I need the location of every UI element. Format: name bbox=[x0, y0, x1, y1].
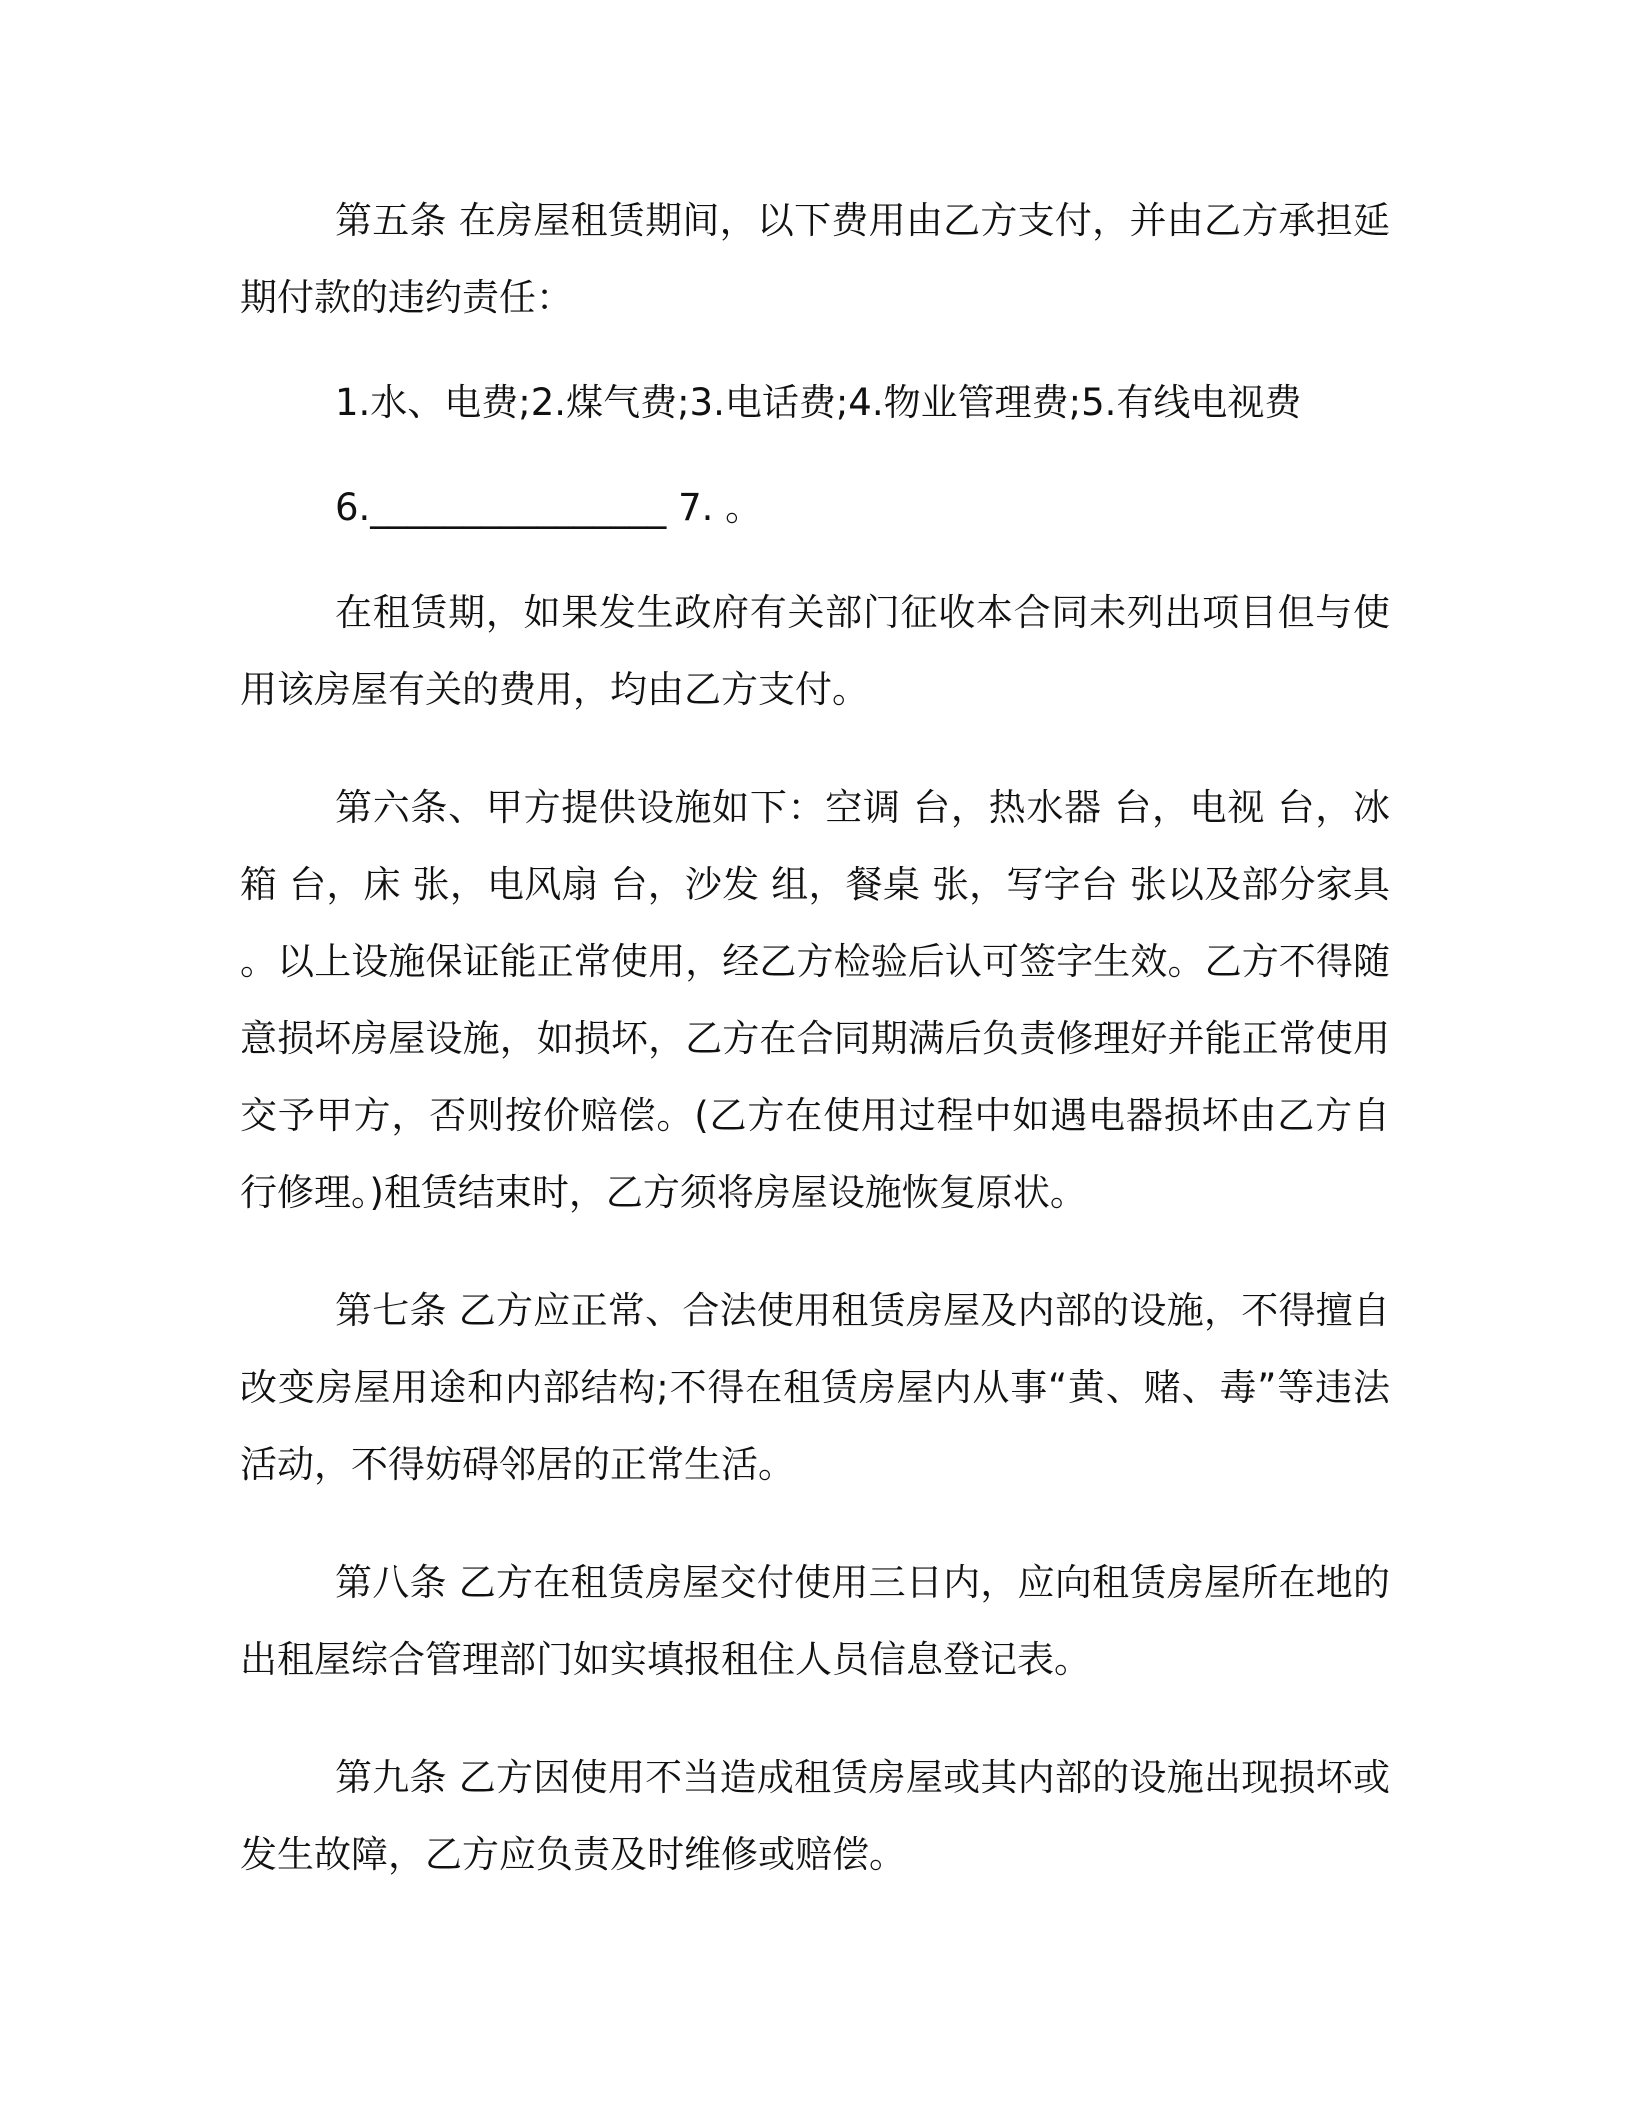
article-7-text: 第七条 乙方应正常、合法使用租赁房屋及内部的设施，不得擅自改变房屋用途和内部结构;不得在租赁房屋内从事“黄、赌、毒”等违法活动，不得妨碍邻居的正常生活。 bbox=[240, 1289, 1390, 1486]
fee-list-line-2: 6.________________ 7. 。 bbox=[335, 486, 763, 529]
article-6-text: 第六条、甲方提供设施如下：空调 台，热水器 台，电视 台，冰箱 台，床 张，电风扇 台，沙发 组，餐桌 张，写字台 张以及部分家具 。以上设施保证能正常使用，经乙方检验后认可签字生效。乙方不得随意损坏房屋设施，如损坏，乙方在合同期满后负责修理好并能正常使用交予甲方，否则按价赔偿。(乙方在使用过程中如遇电器损坏由乙方自行修理。)租赁结束时，乙方须将房屋设施恢复原状。 bbox=[240, 786, 1390, 1214]
government-fees-text: 在租赁期，如果发生政府有关部门征收本合同未列出项目但与使用该房屋有关的费用，均由乙方支付。 bbox=[240, 591, 1390, 711]
fee-list-line-1: 1.水、电费;2.煤气费;3.电话费;4.物业管理费;5.有线电视费 bbox=[335, 381, 1302, 424]
article-8-text: 第八条 乙方在租赁房屋交付使用三日内，应向租赁房屋所在地的出租屋综合管理部门如实填报租住人员信息登记表。 bbox=[240, 1561, 1390, 1681]
article-9-text: 第九条 乙方因使用不当造成租赁房屋或其内部的设施出现损坏或发生故障，乙方应负责及时维修或赔偿。 bbox=[240, 1756, 1390, 1876]
article-5-text: 第五条 在房屋租赁期间，以下费用由乙方支付，并由乙方承担延期付款的违约责任： bbox=[240, 199, 1390, 319]
document-body bbox=[240, 182, 1390, 1893]
